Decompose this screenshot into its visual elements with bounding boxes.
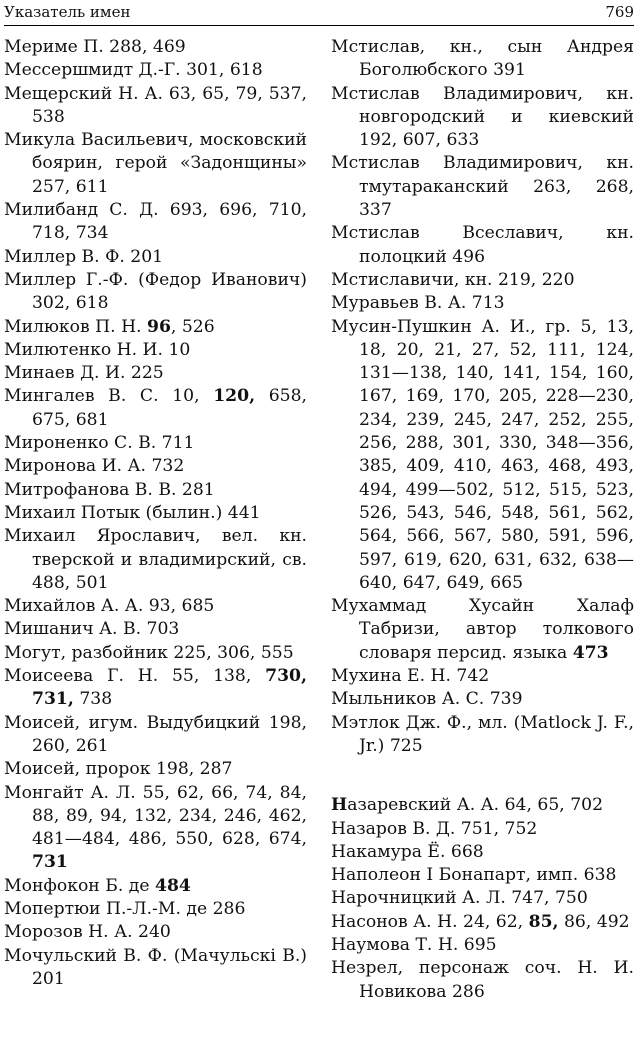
entry-text: Милюков П. Н. [4, 316, 147, 337]
entry-text: Наумова Т. Н. 695 [331, 934, 497, 955]
index-entry [331, 794, 634, 817]
entry-text: Мериме П. 288, 469 [4, 37, 186, 57]
entry-text: Незрел, персонаж соч. Н. И. Новикова 286 [331, 958, 634, 1002]
entry-text: Мстиславичи, кн. 219, 220 [331, 269, 575, 290]
header-title: Указатель имен [4, 3, 131, 21]
index-entry [331, 316, 634, 596]
entry-text: Нарочницкий А. Л. 747, 750 [331, 888, 588, 909]
index-entry [4, 875, 307, 898]
right-column [331, 36, 634, 1004]
running-header [4, 0, 634, 26]
entry-text: Мочульский В. Ф. (Мачульскi В.) 201 [4, 945, 307, 989]
entry-text: Митрофанова В. В. 281 [4, 479, 215, 500]
entry-text: Милибанд С. Д. 693, 696, 710, 718, 734 [4, 200, 307, 244]
index-entry [331, 887, 634, 910]
bold-page-ref: 473 [572, 642, 609, 663]
index-entry [4, 269, 307, 316]
entry-text: Мусин-Пушкин А. И., гр. 5, 13, 18, 20, 21, 27, 52, 111, 124, 131—138, 140, 141, 154, 160, 167, 169, 170, 205, 228—230, 234, 239, 245, 247, 252, 255, 256, 288, 301, 330, 348—356, 385, 409, 410, 463, 468, 493, 494, 499—502, 512, 515, 523, 526, 543, 546, 548, 561, 562, 564, 566, 567, 580, 591, 596, 597, 619, 620, 631, 632, 638—640, 647, 649, 665 [331, 316, 634, 593]
index-entry [4, 36, 307, 59]
index-entry [4, 83, 307, 130]
entry-text: Моисей, игум. Выдубицкий 198, 260, 261 [4, 712, 307, 756]
entry-text: Насонов А. Н. 24, 62, [331, 911, 529, 932]
entry-text: Морозов Н. А. 240 [4, 922, 171, 943]
entry-text: Мстислав Владимирович, кн. тмутараканский 263, 268, 337 [331, 153, 634, 221]
entry-text: Мопертюи П.-Л.-М. де 286 [4, 898, 246, 919]
index-entry [331, 712, 634, 759]
entry-text: Монгайт А. Л. 55, 62, 66, 74, 84, 88, 89, 94, 132, 234, 246, 462, 481—484, 486, 550, 628, 674, [4, 782, 307, 850]
index-entry [4, 129, 307, 199]
index-entry [4, 339, 307, 362]
entry-text: Могут, разбойник 225, 306, 555 [4, 642, 294, 663]
bold-page-ref: 96 [147, 316, 171, 337]
index-entry [4, 502, 307, 525]
index-entry [4, 59, 307, 82]
index-entry [4, 712, 307, 759]
index-entry [331, 864, 634, 887]
index-entry [4, 945, 307, 992]
entry-text: Накамура Ё. 668 [331, 841, 484, 862]
bold-page-ref: Н [331, 795, 348, 816]
entry-text: Назаров В. Д. 751, 752 [331, 818, 538, 839]
index-entry [4, 758, 307, 781]
index-entry [4, 782, 307, 875]
index-entry [331, 152, 634, 222]
bold-page-ref: 731 [32, 852, 68, 873]
index-entry [4, 362, 307, 385]
entry-text: Мухаммад Хусайн Халаф Табризи, автор толкового словаря персид. языка [331, 596, 634, 663]
entry-text: Моисей, пророк 198, 287 [4, 759, 233, 780]
index-entry [4, 525, 307, 595]
bold-page-ref: 730, 731, [32, 666, 307, 710]
entry-text: Мессершмидт Д.-Г. 301, 618 [4, 60, 263, 81]
index-entry [4, 642, 307, 665]
entry-text: Михайлов А. А. 93, 685 [4, 596, 215, 617]
page-number: 769 [605, 3, 634, 21]
index-entry [4, 618, 307, 641]
index-entry [4, 246, 307, 269]
entry-text: азаревский А. А. 64, 65, 702 [347, 795, 603, 816]
entry-text: Миллер Г.-Ф. (Федор Иванович) 302, 618 [4, 269, 307, 314]
index-entry [331, 595, 634, 665]
entry-text: Наполеон I Бонапарт, имп. 638 [331, 865, 617, 886]
index-entry [331, 665, 634, 688]
entry-text: Мироненко С. В. 711 [4, 433, 195, 454]
index-entry [4, 316, 307, 339]
index-entry [331, 934, 634, 957]
index-entry [331, 36, 634, 83]
entry-text: Миллер В. Ф. 201 [4, 246, 164, 267]
bold-page-ref: 85, [528, 911, 559, 932]
index-entry [331, 841, 634, 864]
letter-section-gap [331, 758, 634, 794]
entry-text: 86, 492 [558, 911, 630, 932]
index-entry [4, 479, 307, 502]
index-entry [331, 83, 634, 153]
index-entry [4, 432, 307, 455]
bold-page-ref: 120, [213, 386, 256, 407]
entry-text: Мстислав Владимирович, кн. новгородский и киевский 192, 607, 633 [331, 83, 634, 151]
index-entry [331, 292, 634, 315]
entry-text: Муравьев В. А. 713 [331, 293, 505, 314]
index-entry [4, 455, 307, 478]
index-entry [331, 818, 634, 841]
entry-text: Моисеева Г. Н. 55, 138, [4, 666, 266, 687]
index-entry [4, 921, 307, 944]
entry-text: Мухина Е. Н. 742 [331, 666, 490, 687]
entry-text: Михаил Потык (былин.) 441 [4, 502, 261, 523]
index-entry [331, 222, 634, 269]
left-column [4, 36, 307, 991]
entry-text: Мингалев В. С. 10, [4, 386, 214, 407]
bold-page-ref: 484 [155, 875, 191, 896]
index-entry [4, 199, 307, 246]
index-entry [4, 665, 307, 712]
entry-text: Минаев Д. И. 225 [4, 363, 164, 384]
entry-text: , 526 [170, 316, 215, 337]
entry-text: Мыльников А. С. 739 [331, 689, 523, 710]
entry-text: Миронова И. А. 732 [4, 456, 185, 477]
index-entry [331, 957, 634, 1004]
entry-text: Мэтлок Дж. Ф., мл. (Matlock J. F., Jr.) 725 [331, 712, 634, 756]
entry-text: Мещерский Н. А. 63, 65, 79, 537, 538 [4, 83, 307, 127]
index-entry [4, 898, 307, 921]
entry-text: 658, 675, 681 [32, 386, 307, 430]
index-entry [4, 385, 307, 432]
entry-text: Монфокон Б. де [4, 875, 155, 896]
index-entry [4, 595, 307, 618]
entry-text: Микула Васильевич, московский боярин, герой «Задонщины» 257, 611 [4, 130, 307, 197]
entry-text: Милютенко Н. И. 10 [4, 339, 191, 360]
index-entry [331, 911, 634, 934]
entry-text: Мстислав, кн., сын Андрея Боголюбского 391 [331, 37, 634, 81]
entry-text: 738 [73, 689, 113, 710]
entry-text: Михаил Ярославич, вел. кн. тверской и владимирский, св. 488, 501 [4, 526, 307, 593]
entry-text: Мстислав Всеславич, кн. полоцкий 496 [331, 223, 634, 267]
index-entry [331, 688, 634, 711]
entry-text: Мишанич А. В. 703 [4, 619, 180, 640]
index-entry [331, 269, 634, 292]
